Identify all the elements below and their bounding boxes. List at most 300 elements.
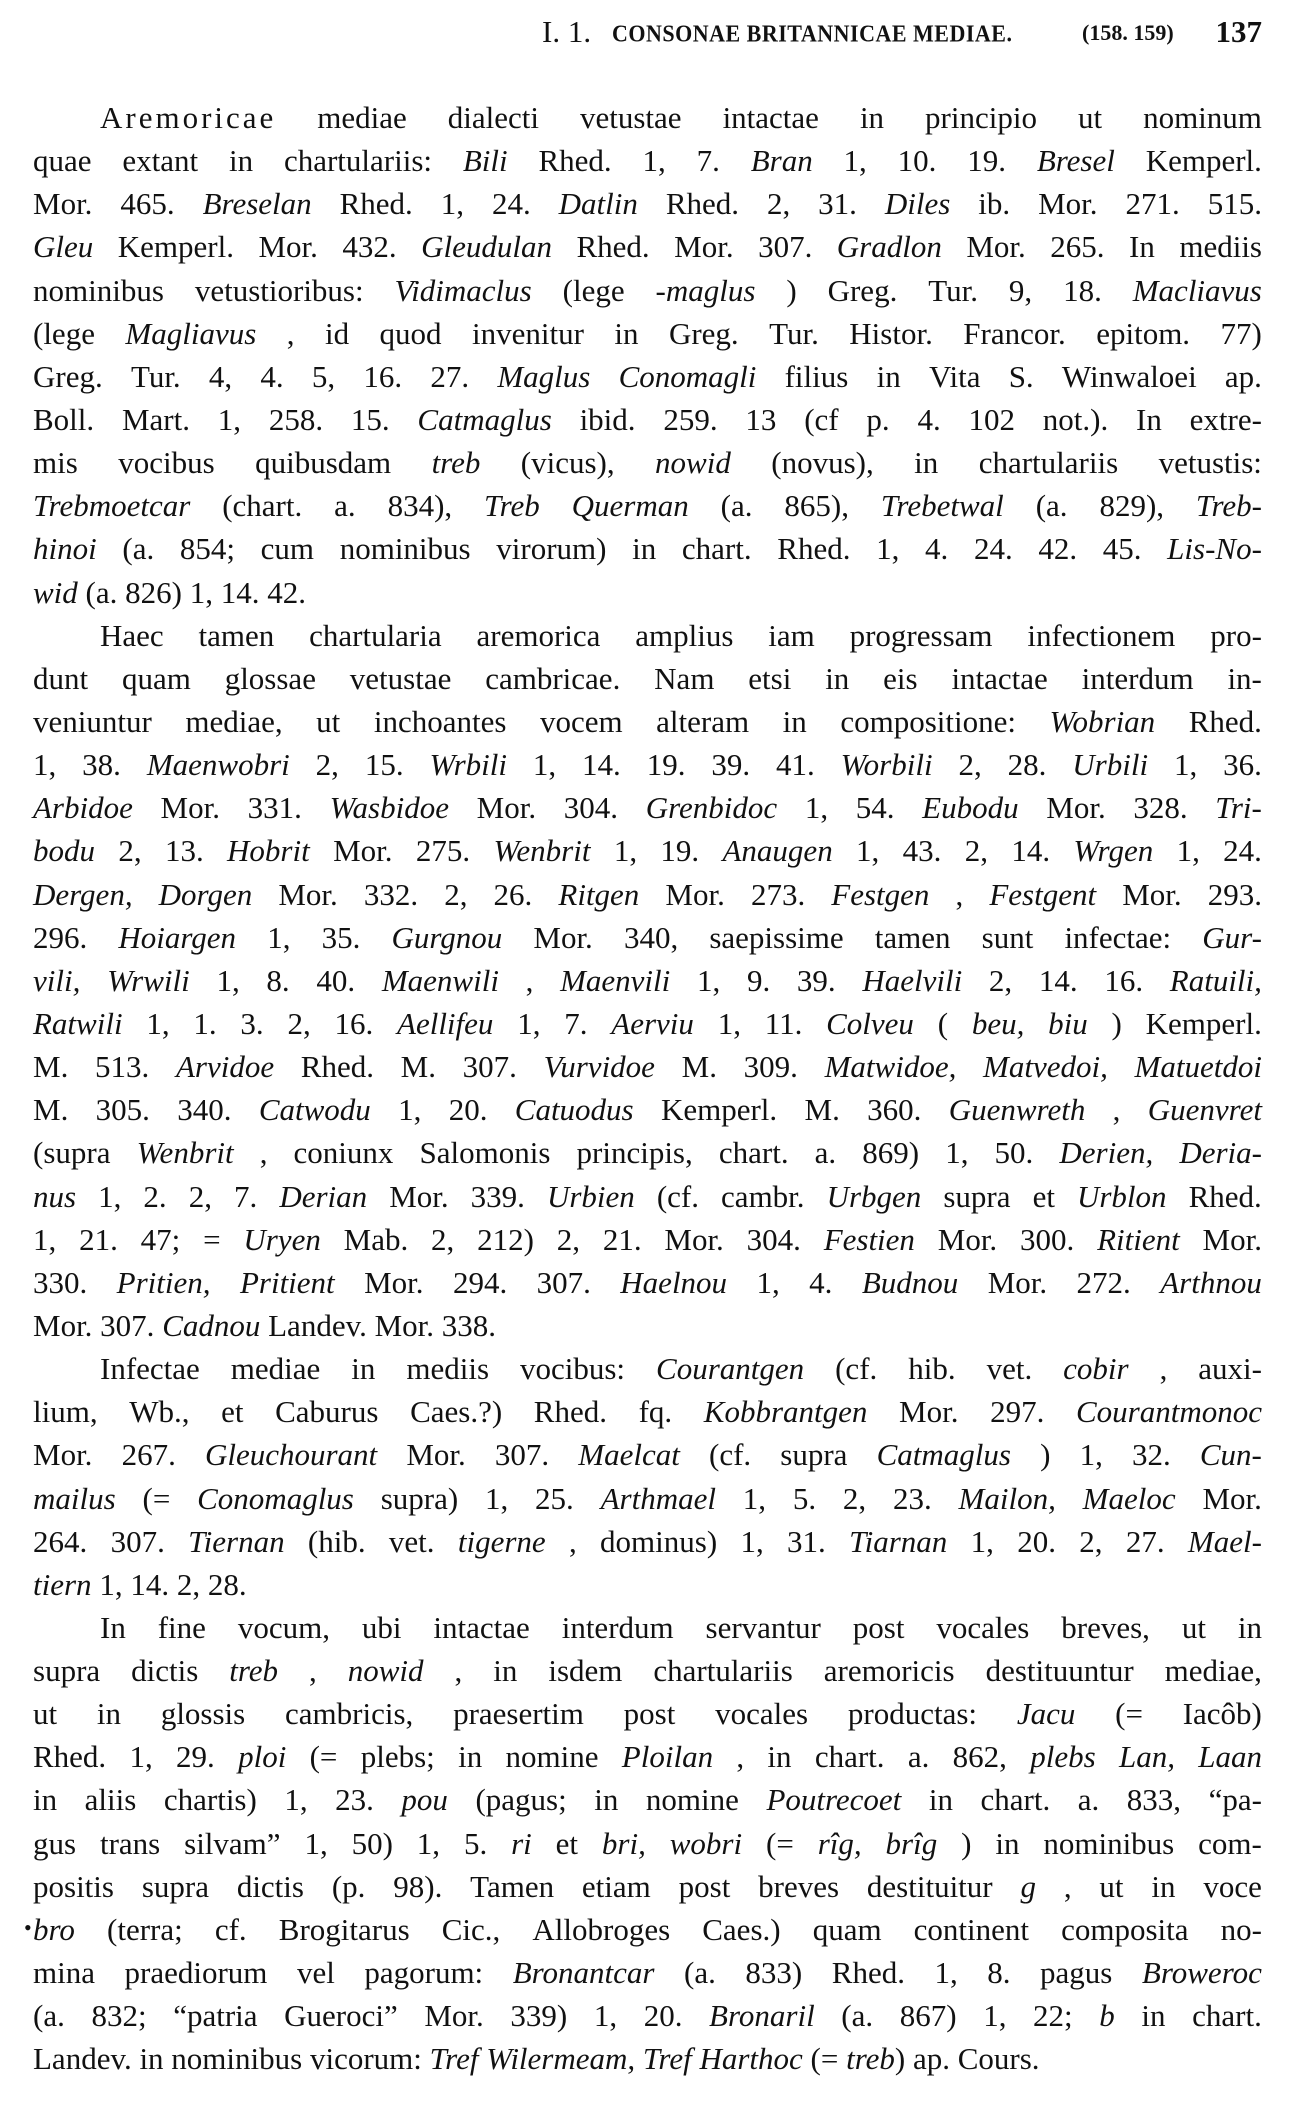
italic-term: Derian [279,1178,368,1214]
italic-term: Grenbidoc [645,790,778,826]
text-run: 1, [484,1480,509,1516]
text-run: glossis [160,1696,246,1732]
italic-term: Eubodu [922,790,1019,826]
text-run: (lege [562,272,625,308]
text-run: 300. [1020,1221,1075,1257]
text-run: post [678,1868,731,1904]
text-run: , [525,962,534,998]
text-run: Mor. [278,876,338,912]
italic-term: nowid [347,1653,424,1689]
text-run: Iacôb) [1182,1696,1262,1732]
text-run: inchoantes [373,703,507,739]
italic-term: Matuetdoi [1134,1049,1262,1085]
text-run: Mor. [1202,1480,1262,1516]
text-run: 15. [350,401,390,437]
text-run: 21. [79,1221,118,1257]
text-run: p. [866,401,890,437]
italic-term: Bronaril [709,1998,815,2034]
text-run: a. [334,488,356,524]
text-run: 212) [477,1221,534,1257]
text-run: In [1129,229,1155,265]
text-run: vocem [539,703,623,739]
text-run: ap. [1224,358,1262,394]
text-line [33,743,1262,786]
text-run: 19. [660,833,700,869]
text-run: Vita [928,358,981,394]
text-run: Tamen [470,1868,555,1904]
text-run: 23. [892,1480,932,1516]
italic-term: Ratuili, [1169,962,1262,998]
text-run: Rhed. [576,229,650,265]
text-run: trans [99,1825,161,1861]
text-run: dictis [236,1868,304,1904]
italic-term: nus [33,1178,77,1214]
italic-term: Lis-No- [1167,531,1262,567]
text-run: 1, [1176,833,1200,869]
text-line [33,1045,1262,1088]
text-run: chartulariis: [283,143,432,179]
text-run: Caburus [275,1394,379,1430]
text-run: 307. [110,1523,165,1559]
italic-term: Querman [571,488,689,524]
text-run: 10. [897,143,937,179]
text-run: progressam [849,617,993,653]
italic-term: Wenbrit [136,1135,234,1171]
text-run: Infectae [100,1351,200,1387]
text-run: 1, [613,833,638,869]
text-run: 29. [176,1739,215,1775]
text-run: (a. [33,1998,65,2034]
text-run: mis [33,445,78,481]
text-run: invenitur [471,315,584,351]
text-run: Tur. [769,315,819,351]
text-run: in [458,1739,483,1775]
text-run: , [1112,1092,1121,1128]
text-run: 22; [1033,1998,1073,2034]
text-run: 31. [787,1523,826,1559]
text-run: 2, [431,1221,455,1257]
text-run: supra [33,1653,101,1689]
italic-term: Ritient [1097,1221,1180,1257]
text-run: Rhed. [339,186,413,222]
text-run: Kemperl. [1145,1005,1262,1041]
text-run: in [1141,1998,1166,2034]
italic-term: treb [229,1653,279,1689]
text-run: , [1159,1351,1168,1387]
text-run: 1, [740,1523,764,1559]
text-run: Kemperl. [1145,143,1262,179]
italic-term: Trebetwal [880,488,1004,524]
text-run: (cf. [835,1351,878,1387]
text-run: 4, [208,358,233,394]
text-run: 54. [855,790,895,826]
italic-term: plebs [1030,1739,1096,1775]
italic-term: Hoiargen [118,919,237,955]
text-run: M. [400,1049,436,1085]
text-run: Kemperl. [660,1092,778,1128]
italic-term: Gleu [33,229,94,265]
text-run: Mab. [343,1221,409,1257]
text-run: (= [309,1739,338,1775]
text-run: a. [814,1135,837,1171]
italic-term: pou [401,1782,448,1818]
text-line [33,1951,1262,1994]
text-run: continent [913,1911,1030,1947]
text-run: destituitur [866,1868,993,1904]
text-run: 305. [95,1092,150,1128]
italic-term: Maelcat [578,1437,680,1473]
text-run: 5, [311,358,336,394]
italic-term: Anaugen [722,833,833,869]
text-run: principis, [576,1135,693,1171]
text-run: Caes.?) [410,1394,503,1430]
text-run: nominibus [339,531,471,567]
italic-term: Bili [462,143,508,179]
text-run: veniuntur [33,703,152,739]
text-run: 867) [899,1998,957,2034]
text-run: vocales [715,1696,809,1732]
text-run: 1, [33,747,57,783]
text-line [33,269,1262,312]
text-line [33,1563,1262,1606]
text-run: in [493,1653,518,1689]
italic-term: Matwidoe, [824,1049,957,1085]
text-run: 9. [746,962,771,998]
text-run: cum [260,531,315,567]
section-number: I. 1. [542,14,592,49]
text-run: Greg. [33,358,103,394]
text-run: 38. [82,747,121,783]
text-run: Rhed. [300,1049,374,1085]
text-run: 5. [463,1825,488,1861]
text-run: 35. [321,919,361,955]
text-run: ) ap. Cours. [894,2041,1040,2077]
text-run: (novus), [771,445,874,481]
text-run: 47; [140,1221,181,1257]
italic-term: treb [431,445,481,481]
text-run: mediae, [1164,1653,1262,1689]
text-run: Aremoricae [100,100,277,135]
text-run: 340, [623,919,679,955]
text-run: Cic., [441,1911,501,1947]
italic-term: Wenbrit [493,833,591,869]
italic-term: Treb [484,488,540,524]
text-line [33,571,1262,614]
text-run: Mor. [674,229,734,265]
italic-term: Breselan [202,186,312,222]
text-run: vocales [936,1609,1030,1645]
text-run: 1, [304,1825,328,1861]
text-run: 296. [33,919,88,955]
text-run: 8. [266,962,290,998]
text-run: 3. [240,1005,264,1041]
italic-term: Urbgen [826,1178,922,1214]
text-run: 265. [1050,229,1105,265]
italic-term: Jacu [1016,1696,1076,1732]
italic-term: Urbili [1072,747,1149,783]
text-line [33,398,1262,441]
text-run: virorum) [496,531,607,567]
text-run: Brogitarus [278,1911,410,1947]
text-run: 515. [1207,186,1262,222]
text-run: post [623,1696,676,1732]
text-run: in [1237,1609,1262,1645]
text-run: 1, [970,1523,994,1559]
text-run: praediorum [124,1955,268,1991]
text-run: (a. [122,531,155,567]
text-run: 14. [1038,962,1078,998]
italic-term: Wrbili [429,747,507,783]
text-run: Rhed. [533,1394,607,1430]
text-run: 328. [1133,790,1188,826]
text-run: 26. [493,876,533,912]
text-run: Mor. [664,1221,724,1257]
text-run: (a. 826) 1, 14. 42. [77,574,306,610]
text-run: destituuntur [985,1653,1134,1689]
text-run: quae [33,143,92,179]
text-run: saepissime [709,919,844,955]
text-run: 41. [776,747,815,783]
italic-term: Cadnou [162,1307,261,1343]
text-run: M. [681,1049,717,1085]
text-line [33,1433,1262,1476]
running-header [0,14,1299,58]
text-run: Tur. [130,358,181,394]
text-run: lium, [33,1394,98,1430]
italic-term: Treb- [1195,488,1262,524]
text-run: Mor. [389,1178,449,1214]
text-run: ut [1099,1868,1124,1904]
italic-term: Maenwili [381,962,499,998]
text-run: Haec [100,617,164,653]
text-run: Rhed. [33,1739,107,1775]
text-run: gus [33,1825,77,1861]
text-run: 23. [335,1782,374,1818]
text-run: 258. [268,401,324,437]
text-line [33,2037,1262,2080]
text-run: post [852,1609,905,1645]
text-run: cambr. [721,1178,805,1214]
text-run: fq. [638,1394,673,1430]
text-line [33,1390,1262,1433]
text-run: “pa- [1208,1782,1262,1818]
text-run: = [203,1221,221,1257]
text-run: servantur [705,1609,821,1645]
text-run: Landev. in nominibus vicorum: [33,2041,430,2077]
italic-term: Deria- [1179,1135,1262,1171]
text-run: Rhed. [665,186,740,222]
text-run: Boll. [33,401,95,437]
italic-term: Arvidoe [175,1049,275,1085]
text-run: a. [1077,1782,1100,1818]
text-run: 304. [563,790,619,826]
italic-term: hinoi [33,531,97,567]
text-run: nominum [1143,100,1262,135]
text-run: 2, [118,833,142,869]
page-number: 137 [1215,14,1262,49]
italic-term: Conomagli [618,358,757,394]
text-run: 1, [843,143,867,179]
text-run: M. [33,1092,69,1128]
text-run: eis [883,660,918,696]
text-run: 432. [342,229,397,265]
text-run: 15. [364,747,404,783]
italic-term: bro [33,1911,75,1947]
text-run: (cf. [709,1437,752,1473]
italic-term: Broweroc [1141,1955,1262,1991]
text-run: (cf. [656,1178,699,1214]
italic-term: Guenvret [1147,1092,1262,1128]
text-run: Allobroges [532,1911,671,1947]
italic-term: Catwodu [258,1092,371,1128]
italic-term: Guenwreth [948,1092,1086,1128]
italic-term: b [1099,1998,1115,2034]
text-run: hib. [908,1351,956,1387]
text-run: 1, [1079,1437,1103,1473]
text-run: 833, [1126,1782,1182,1818]
italic-term: Catuodus [514,1092,634,1128]
text-run: (a. [841,1998,874,2034]
text-run: 272. [1076,1264,1131,1300]
text-run: 2, [988,962,1013,998]
text-run: 304. [746,1221,801,1257]
text-run: Mor. [424,1998,484,2034]
text-run: Caes.) [702,1911,781,1947]
text-run: , [286,315,295,351]
text-run: 833) [745,1955,803,1991]
text-run: 24. [973,531,1013,567]
text-run: chart. [718,1135,789,1171]
text-run: in [351,1351,376,1387]
text-run: , [736,1739,745,1775]
text-line [33,1692,1262,1735]
italic-term: wobri [669,1825,743,1861]
text-run: vocum, [237,1609,330,1645]
text-run: in- [1227,660,1262,696]
text-run: Greg. [668,315,739,351]
text-run: (terra; [107,1911,183,1947]
text-run: chart. [681,531,752,567]
text-run: 4. [260,358,284,394]
text-run: 20. [1017,1523,1056,1559]
italic-term: Matvedoi, [983,1049,1108,1085]
text-line [33,1131,1262,1174]
text-run: Mor. [33,186,93,222]
text-run: 1. [193,1005,217,1041]
text-run: , [568,1523,577,1559]
text-run: mediis [1179,229,1262,265]
text-run: dialecti [447,100,540,135]
text-run: quam [121,660,191,696]
italic-term: Derien, [1059,1135,1154,1171]
text-line [33,1735,1262,1778]
text-line [33,1994,1262,2037]
text-run: 1, [804,790,829,826]
text-run: 275. [415,833,471,869]
text-run: vet. [986,1351,1033,1387]
italic-term: Festgen [831,876,930,912]
text-run: chart. [1192,1998,1262,2034]
text-line [33,225,1262,268]
text-run: 77) [1220,315,1262,351]
text-run: 339) [510,1998,568,2034]
text-run: 18. [1063,272,1102,308]
text-run: Nam [654,660,715,696]
text-run: iam [768,617,815,653]
text-run: ubi [361,1609,402,1645]
text-run: Mor. [937,1221,998,1257]
italic-term: Tref Wilermeam, Tref Harthoc [429,2041,803,2077]
text-run: in [928,1782,953,1818]
text-run: 869) [862,1135,920,1171]
text-run: vocibus: [519,1351,626,1387]
text-run: 19. [646,747,686,783]
italic-term: ploi [238,1739,287,1775]
text-run: Mor. [476,790,537,826]
italic-term: Dergen, [33,876,133,912]
text-run: 340. [177,1092,232,1128]
text-line [33,786,1262,829]
text-run: 50. [994,1135,1034,1171]
italic-term: Datlin [558,186,638,222]
text-run: breves [758,1868,840,1904]
text-run: , [454,1653,463,1689]
text-run: in [859,100,885,135]
text-run: 4. [917,401,941,437]
text-run: 1, [440,186,464,222]
text-run: 1, 14. 2, 28. [91,1566,247,1602]
italic-term: bodu [33,833,95,869]
text-run: Rhed. [1188,703,1262,739]
text-run: 4. [925,531,949,567]
italic-term: Hobrit [227,833,310,869]
text-run: in [825,660,850,696]
text-run: 1, [532,747,557,783]
text-run: coniunx [293,1135,394,1171]
text-run: productas: [847,1696,978,1732]
italic-term: Aerviu [611,1005,694,1041]
text-run: 24. [491,186,531,222]
text-run: Rhed. [831,1955,905,1991]
text-run: Mor. [665,876,725,912]
text-run: Mor. [406,1437,466,1473]
text-run: 2, [315,747,339,783]
text-run: Rhed. [777,531,851,567]
italic-term: Budnou [861,1264,959,1300]
text-run: etiam [581,1868,651,1904]
text-run: 16. [334,1005,374,1041]
italic-term: Uryen [243,1221,321,1257]
text-run: 834), [387,488,453,524]
text-run: (pagus; [475,1782,567,1818]
text-run: quam [812,1911,882,1947]
text-run: 16. [1104,962,1144,998]
text-run: in [767,1739,792,1775]
text-run: intactae [722,100,819,135]
text-run: 1, [593,1998,618,2034]
italic-term: vili, [33,962,81,998]
text-run: 43. [902,833,942,869]
text-line [33,614,1262,657]
italic-term: Ploilan [621,1739,714,1775]
text-line [33,1865,1262,1908]
italic-term: Catmaglus [417,401,552,437]
italic-term: Cun- [1199,1437,1262,1473]
text-run: mediis [406,1351,490,1387]
text-run: , [1063,1868,1072,1904]
text-run: M. [33,1049,69,1085]
italic-term: Gleudulan [421,229,552,265]
